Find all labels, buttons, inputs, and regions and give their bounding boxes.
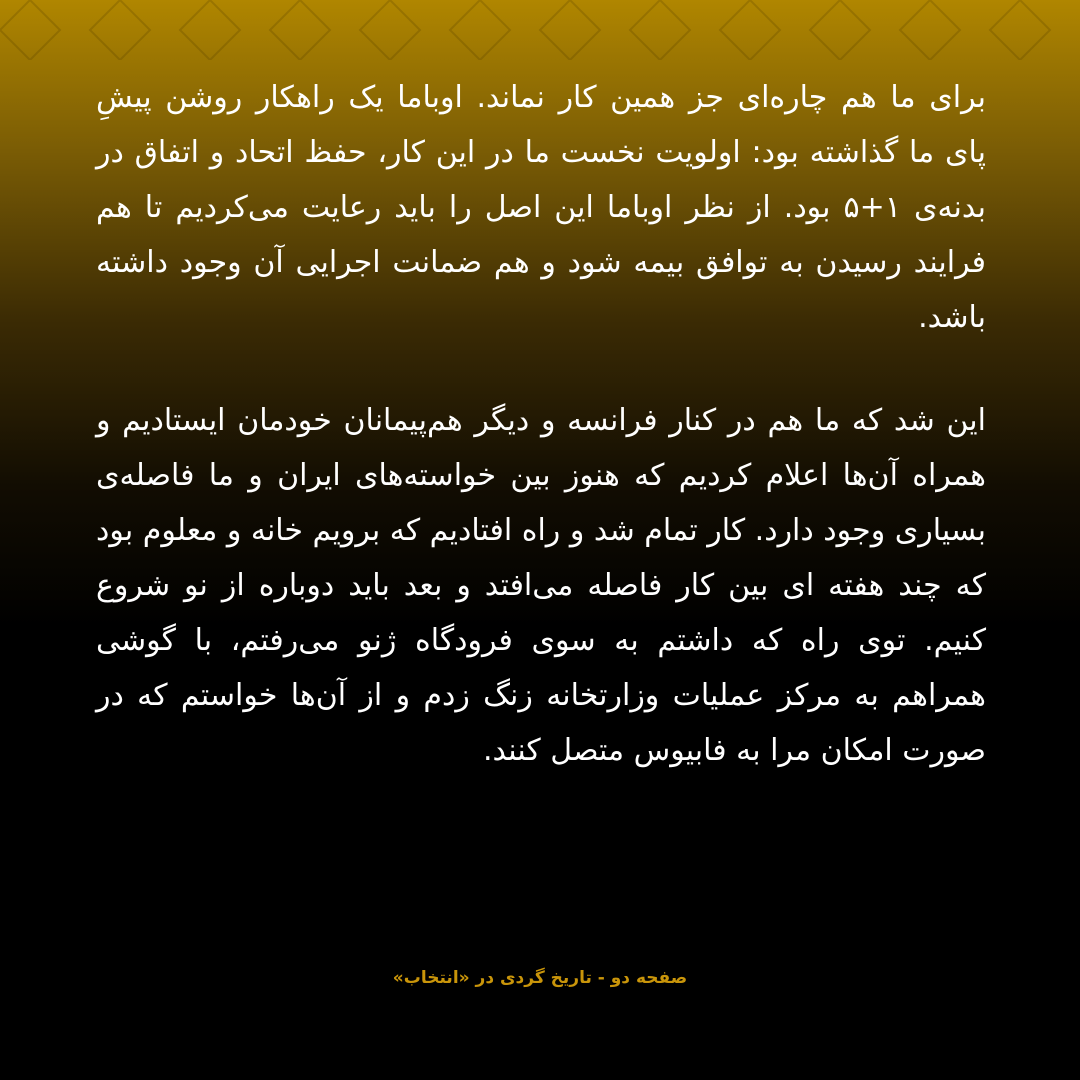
paragraph-2: این شد که ما هم در کنار فرانسه و دیگر هم‌پیمانان خودمان ایستادیم و همراه آن‌ها اعلام کردیم که هنوز بین خواسته‌های ایران و ما فاصله‌ی بسیاری وجود دارد. کار تمام شد و راه افتادیم که برویم خانه و معلوم بود که چند هفته ای بین کار فاصله می‌افتد و بعد باید دوباره از نو شروع کنیم. توی راه که داشتم به سوی فرودگاه ژنو می‌رفتم، با گوشی همراهم به مرکز عملیات وزارتخانه زنگ زدم و از آن‌ها خواستم که در صورت امکان مرا به فابیوس متصل کنند. [96, 403, 986, 768]
decorative-pattern [0, 0, 1080, 60]
footer-caption: صفحه دو - تاریخ گردی در «انتخاب» [392, 968, 688, 988]
article-body [96, 70, 986, 778]
paragraph-1: برای ما هم چاره‌ای جز همین کار نماند. اوباما یک راهکار روشن پیشِ پای ما گذاشته بود: اولویت نخست ما در این کار، حفظ اتحاد و اتفاق در بدنه‌ی ۱+۵ بود. از نظر اوباما این اصل را باید رعایت می‌کردیم تا هم فرایند رسیدن به توافق بیمه شود و هم ضمانت اجرایی آن وجود داشته باشد. [96, 80, 986, 335]
